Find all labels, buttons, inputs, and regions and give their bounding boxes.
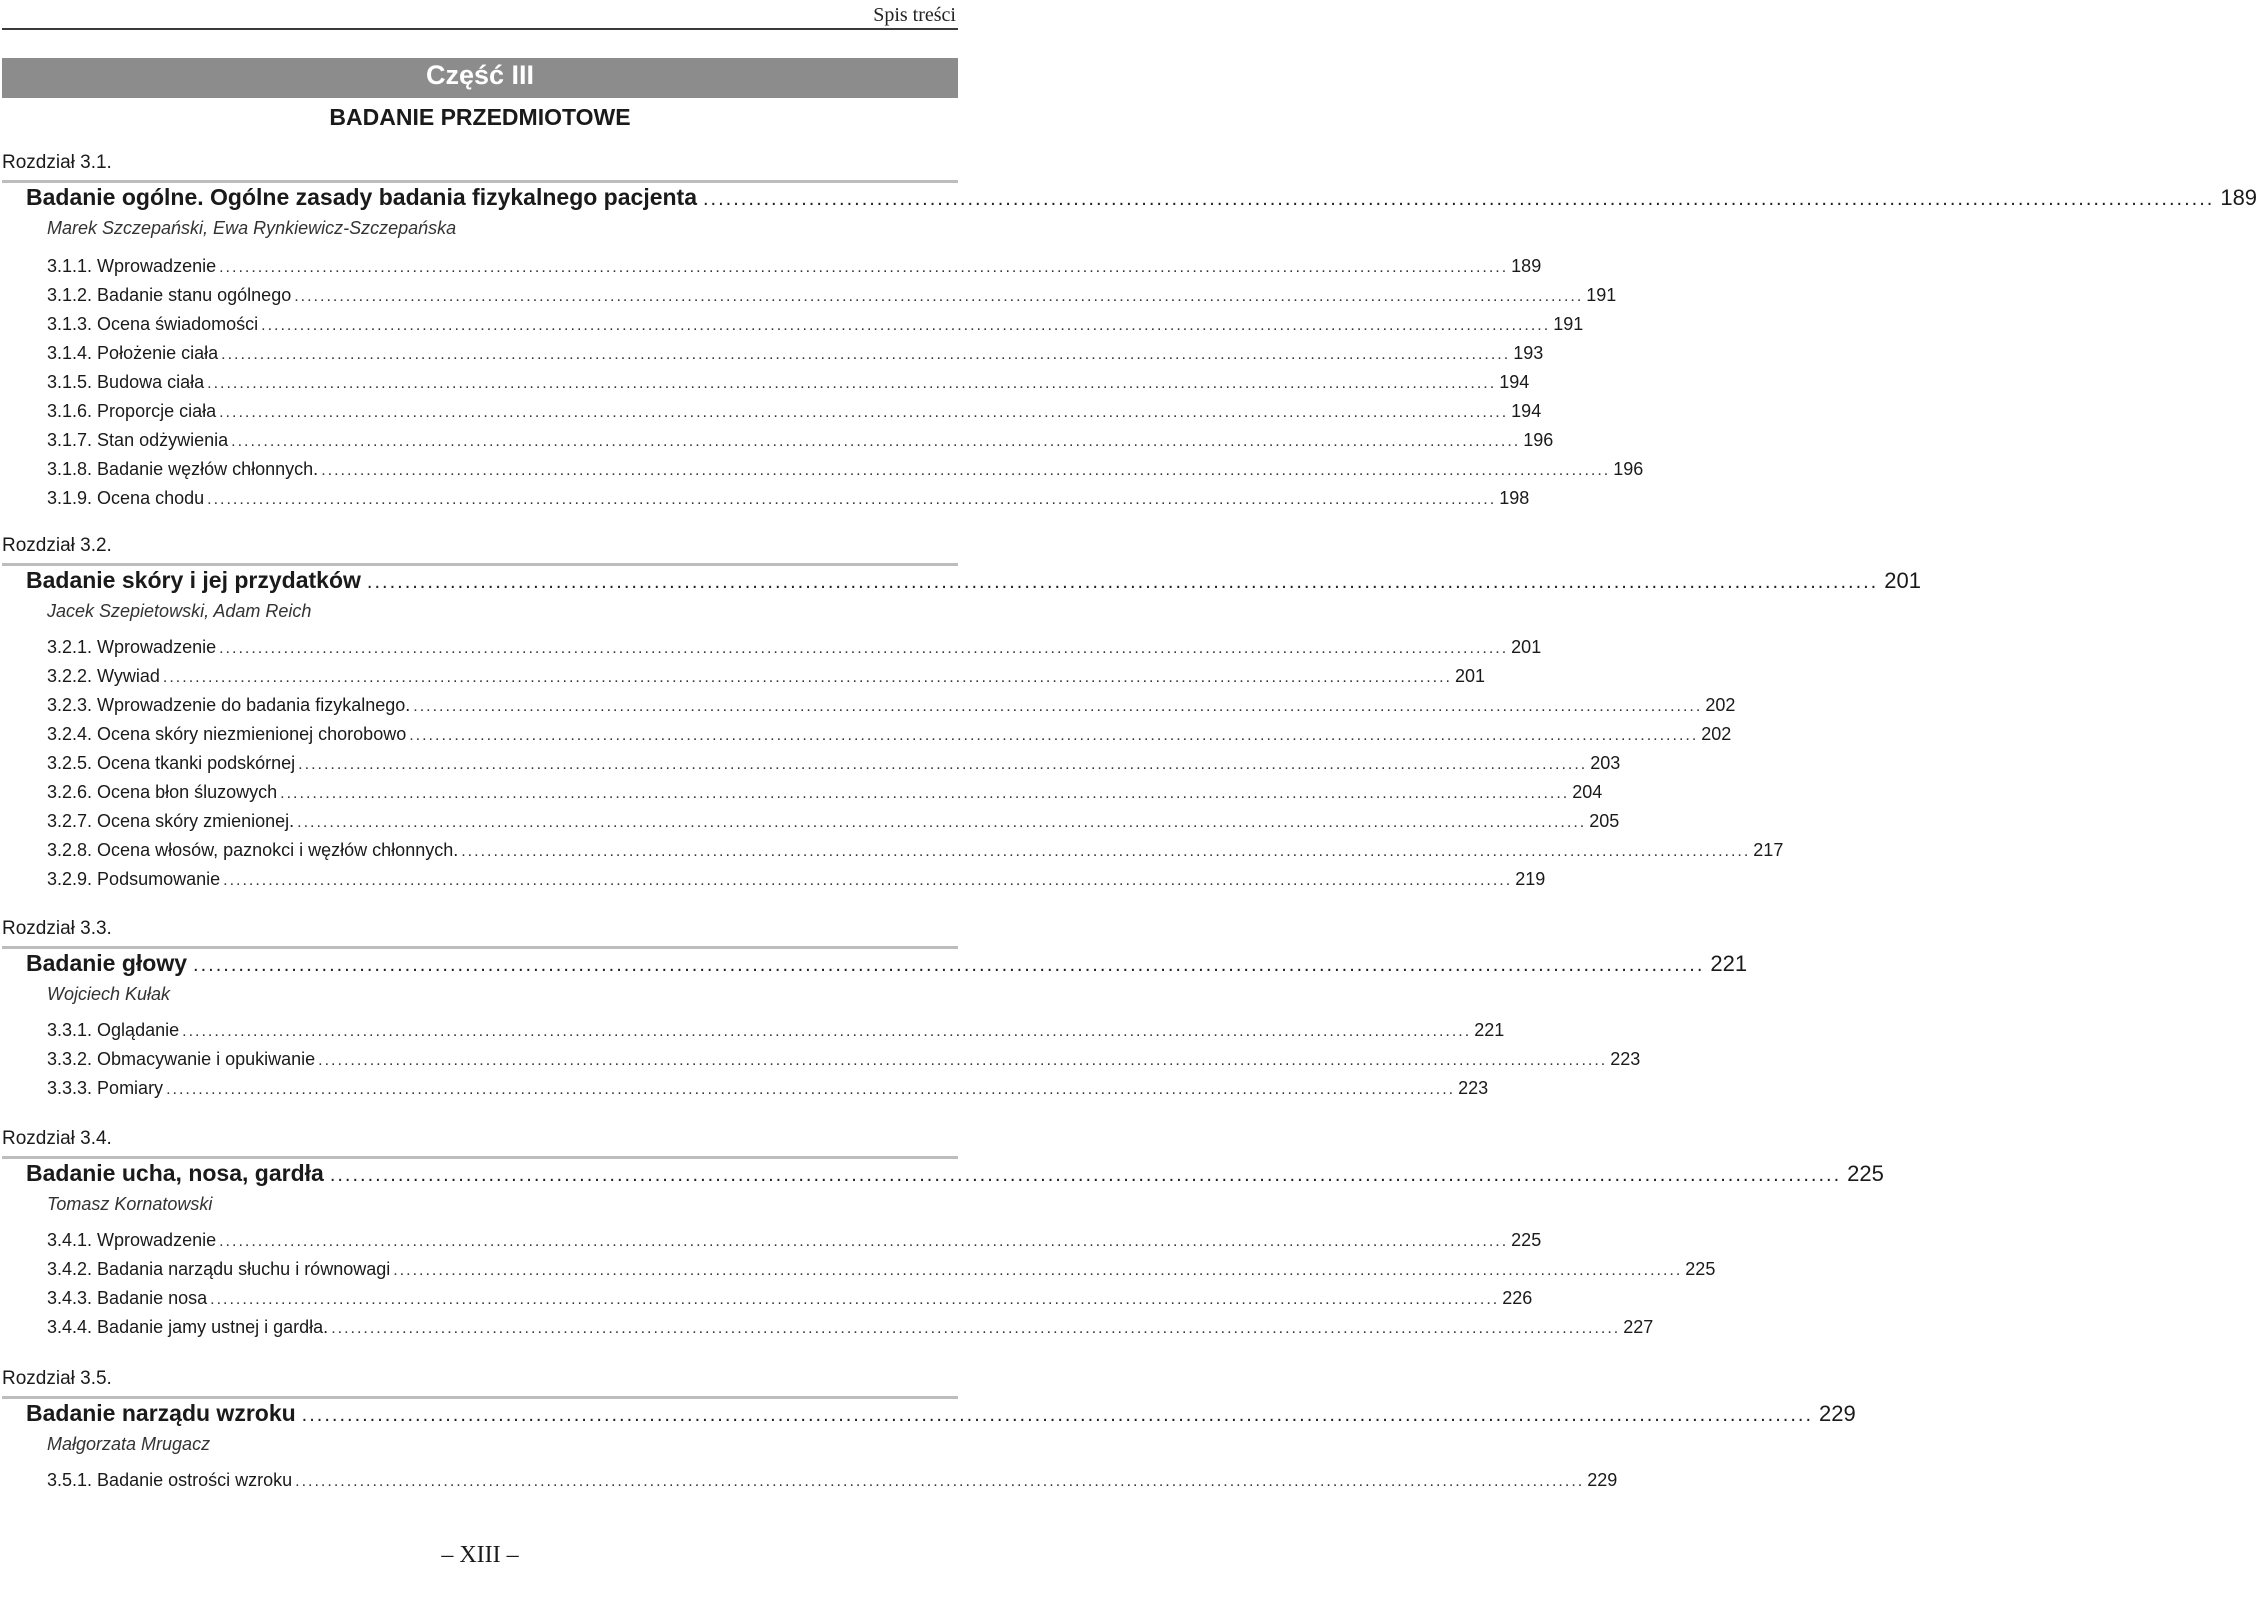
dot-leader: ........................................................................................................................................................................................................ [261,317,1551,334]
entry-page: 201 [1454,666,1486,686]
entry-number: 3.4.2. [47,1259,93,1279]
chapter-title-row[interactable] [26,950,1748,984]
dot-leader: ........................................................................................................................................................................................................ [413,698,1703,715]
toc-entry[interactable] [47,1288,1533,1317]
entry-page: 194 [1499,372,1530,392]
entry-page: 202 [1701,724,1732,744]
entry-title[interactable]: Wprowadzenie do badania fizykalnego. [97,695,411,715]
entry-title[interactable]: Badanie węzłów chłonnych. [97,459,319,479]
entry-page: 202 [1705,695,1736,715]
entry-title[interactable]: Badania narządu słuchu i równowagi [97,1259,391,1279]
toc-entry[interactable] [47,430,1554,459]
entry-page: 193 [1513,343,1544,363]
entry-title[interactable]: Podsumowanie [97,869,221,889]
entry-number: 3.2.6. [47,782,93,802]
entry-number: 3.2.3. [47,695,93,715]
entry-title[interactable]: Położenie ciała [97,343,219,363]
entry-number: 3.3.2. [47,1049,93,1069]
toc-entry[interactable] [47,869,1546,898]
entry-number: 3.1.7. [47,430,93,450]
entry-title[interactable]: Ocena skóry niezmienionej chorobowo [97,724,407,744]
entry-title[interactable]: Ocena błon śluzowych [97,782,278,802]
entry-number: 3.2.1. [47,637,93,657]
entry-number: 3.3.3. [47,1078,93,1098]
entry-list [47,1230,1716,1346]
chapter-title[interactable]: Badanie głowy [26,950,188,976]
toc-entry[interactable] [47,256,1542,285]
entry-title[interactable]: Ocena chodu [97,488,205,508]
dot-leader: ........................................................................................................................................................................................................ [207,491,1497,508]
entry-title[interactable]: Ocena włosów, paznokci i węzłów chłonnych. [97,840,459,860]
entry-number: 3.2.4. [47,724,93,744]
chapter-rule [2,1396,958,1399]
entry-title[interactable]: Stan odżywienia [97,430,229,450]
chapter-page: 225 [1847,1161,1884,1186]
dot-leader: ........................................................................................................................................................................................................ [318,1052,1608,1069]
entry-list [47,637,1784,898]
entry-page: 196 [1523,430,1554,450]
entry-list [47,1470,1618,1499]
entry-page: 204 [1572,782,1603,802]
chapter-label: Rozdział 3.3. [2,918,112,939]
entry-title[interactable]: Oglądanie [97,1020,180,1040]
entry-title[interactable]: Wprowadzenie [97,637,217,657]
toc-entry[interactable] [47,840,1784,869]
chapter-authors: Tomasz Kornatowski [47,1194,213,1214]
entry-page: 196 [1613,459,1644,479]
dot-leader: ........................................................................................................................................................................................................ [219,404,1509,421]
entry-number: 3.2.5. [47,753,93,773]
chapter-title[interactable]: Badanie skóry i jej przydatków [26,567,361,593]
toc-entry[interactable] [47,1470,1618,1499]
chapter-title[interactable]: Badanie ogólne. Ogólne zasady badania fizykalnego pacjenta [26,184,697,210]
entry-page: 229 [1587,1470,1618,1490]
entry-page: 205 [1589,811,1620,831]
dot-leader: ........................................................................................................................................................................................................ [182,1023,1472,1040]
entry-page: 217 [1753,840,1784,860]
dot-leader: ........................................................................................................................................................................................................ [393,1262,1683,1279]
entry-number: 3.1.2. [47,285,93,305]
entry-number: 3.1.5. [47,372,93,392]
dot-leader: ........................................................................................................................................................................................................ [219,1233,1509,1250]
dot-leader: ........................................................................................................................................................................................................ [329,1164,1842,1186]
entry-page: 219 [1515,869,1546,889]
entry-number: 3.5.1. [47,1470,93,1490]
dot-leader: ........................................................................................................................................................................................................ [301,1404,1813,1426]
entry-page: 191 [1553,314,1584,334]
toc-entry[interactable] [47,753,1621,782]
entry-number: 3.4.3. [47,1288,93,1308]
entry-number: 3.1.3. [47,314,93,334]
entry-number: 3.4.1. [47,1230,93,1250]
entry-title[interactable]: Badanie nosa [97,1288,208,1308]
entry-title[interactable]: Obmacywanie i opukiwanie [97,1049,316,1069]
entry-page: 225 [1685,1259,1716,1279]
chapter-label: Rozdział 3.4. [2,1128,112,1149]
dot-leader: ........................................................................................................................................................................................................ [366,571,1879,593]
dot-leader: ........................................................................................................................................................................................................ [193,954,1705,976]
entry-title[interactable]: Wprowadzenie [97,256,217,276]
dot-leader: ........................................................................................................................................................................................................ [294,288,1584,305]
dot-leader: ........................................................................................................................................................................................................ [219,640,1509,657]
dot-leader: ........................................................................................................................................................................................................ [162,669,1452,686]
entry-page: 227 [1623,1317,1654,1337]
entry-title[interactable]: Badanie jamy ustnej i gardła. [97,1317,329,1337]
toc-entry[interactable] [47,1317,1654,1346]
dot-leader: ........................................................................................................................................................................................................ [461,843,1751,860]
entry-title[interactable]: Pomiary [97,1078,164,1098]
toc-entry[interactable] [47,666,1486,695]
entry-page: 223 [1610,1049,1641,1069]
chapter-page: 189 [2220,185,2257,210]
chapter-rule [2,563,958,566]
chapter-label: Rozdział 3.1. [2,152,112,173]
dot-leader: ........................................................................................................................................................................................................ [703,188,2215,210]
entry-number: 3.2.8. [47,840,93,860]
entry-number: 3.1.8. [47,459,93,479]
entry-number: 3.2.7. [47,811,93,831]
entry-title[interactable]: Budowa ciała [97,372,205,392]
dot-leader: ........................................................................................................................................................................................................ [223,872,1513,889]
entry-page: 201 [1511,637,1542,657]
entry-number: 3.4.4. [47,1317,93,1337]
dot-leader: ........................................................................................................................................................................................................ [219,259,1509,276]
entry-number: 3.3.1. [47,1020,93,1040]
part-label: Część III [425,60,535,90]
chapter-title[interactable]: Badanie ucha, nosa, gardła [26,1160,324,1186]
toc-entry[interactable] [47,1020,1505,1049]
toc-entry[interactable] [47,1259,1716,1288]
entry-title[interactable]: Badanie ostrości wzroku [97,1470,293,1490]
chapter-rule [2,946,958,949]
entry-number: 3.1.4. [47,343,93,363]
part-title: BADANIE PRZEDMIOTOWE [329,104,631,130]
dot-leader: ........................................................................................................................................................................................................ [409,727,1699,744]
chapter-authors: Małgorzata Mrugacz [47,1434,211,1454]
header-rule [2,28,958,30]
entry-title[interactable]: Wprowadzenie [97,1230,217,1250]
chapter-title-row[interactable] [26,567,1921,601]
entry-number: 3.2.2. [47,666,93,686]
toc-entry[interactable] [47,285,1617,314]
chapter-page: 221 [1710,951,1748,976]
toc-entry[interactable] [47,637,1542,666]
entry-page: 194 [1511,401,1542,421]
chapter-title-row[interactable] [26,1160,1884,1194]
dot-leader: ........................................................................................................................................................................................................ [297,814,1587,831]
running-head: Spis treści [873,4,956,26]
dot-leader: ........................................................................................................................................................................................................ [210,1291,1500,1308]
toc-entry[interactable] [47,314,1584,343]
chapter-rule [2,180,958,183]
entry-number: 3.2.9. [47,869,93,889]
chapter-rule [2,1156,958,1159]
entry-page: 191 [1586,285,1617,305]
toc-entry[interactable] [47,811,1620,840]
entry-number: 3.1.1. [47,256,93,276]
entry-number: 3.1.9. [47,488,93,508]
dot-leader: ........................................................................................................................................................................................................ [207,375,1497,392]
toc-entry[interactable] [47,401,1542,430]
chapter-authors: Wojciech Kułak [47,984,171,1004]
toc-entry[interactable] [47,488,1530,517]
dot-leader: ........................................................................................................................................................................................................ [331,1320,1621,1337]
toc-entry[interactable] [47,724,1732,753]
chapter-title[interactable]: Badanie narządu wzroku [26,1400,296,1426]
entry-title[interactable]: Wywiad [97,666,160,686]
entry-page: 203 [1590,753,1621,773]
entry-page: 223 [1458,1078,1489,1098]
chapter-label: Rozdział 3.2. [2,535,112,556]
entry-title[interactable]: Badanie stanu ogólnego [97,285,292,305]
entry-page: 225 [1511,1230,1542,1250]
dot-leader: ........................................................................................................................................................................................................ [280,785,1570,802]
chapter-authors: Jacek Szepietowski, Adam Reich [47,601,312,621]
entry-page: 189 [1511,256,1542,276]
dot-leader: ........................................................................................................................................................................................................ [221,346,1511,363]
entry-list [47,256,1644,517]
chapter-page: 201 [1884,568,1921,593]
chapter-title-row[interactable] [26,184,2257,218]
dot-leader: ........................................................................................................................................................................................................ [321,462,1611,479]
dot-leader: ........................................................................................................................................................................................................ [231,433,1521,450]
chapter-authors: Marek Szczepański, Ewa Rynkiewicz-Szczepańska [47,218,457,238]
entry-title[interactable]: Ocena skóry zmienionej. [97,811,295,831]
dot-leader: ........................................................................................................................................................................................................ [298,756,1588,773]
toc-entry[interactable] [47,782,1603,811]
entry-title[interactable]: Ocena tkanki podskórnej [97,753,296,773]
dot-leader: ........................................................................................................................................................................................................ [166,1081,1456,1098]
entry-number: 3.1.6. [47,401,93,421]
chapter-page: 229 [1819,1401,1856,1426]
dot-leader: ........................................................................................................................................................................................................ [295,1473,1585,1490]
toc-entry[interactable] [47,1078,1489,1107]
toc-entry[interactable] [47,1230,1542,1259]
entry-title[interactable]: Ocena świadomości [97,314,259,334]
entry-title[interactable]: Proporcje ciała [97,401,217,421]
toc-entry[interactable] [47,695,1736,724]
page-number: – XIII – [441,1542,519,1568]
toc-entry[interactable] [47,343,1544,372]
toc-entry[interactable] [47,1049,1641,1078]
chapter-label: Rozdział 3.5. [2,1368,112,1389]
entry-page: 226 [1502,1288,1533,1308]
toc-entry[interactable] [47,372,1530,401]
entry-list [47,1020,1641,1107]
chapter-title-row[interactable] [26,1400,1856,1434]
entry-page: 198 [1499,488,1530,508]
entry-page: 221 [1474,1020,1505,1040]
toc-entry[interactable] [47,459,1644,488]
